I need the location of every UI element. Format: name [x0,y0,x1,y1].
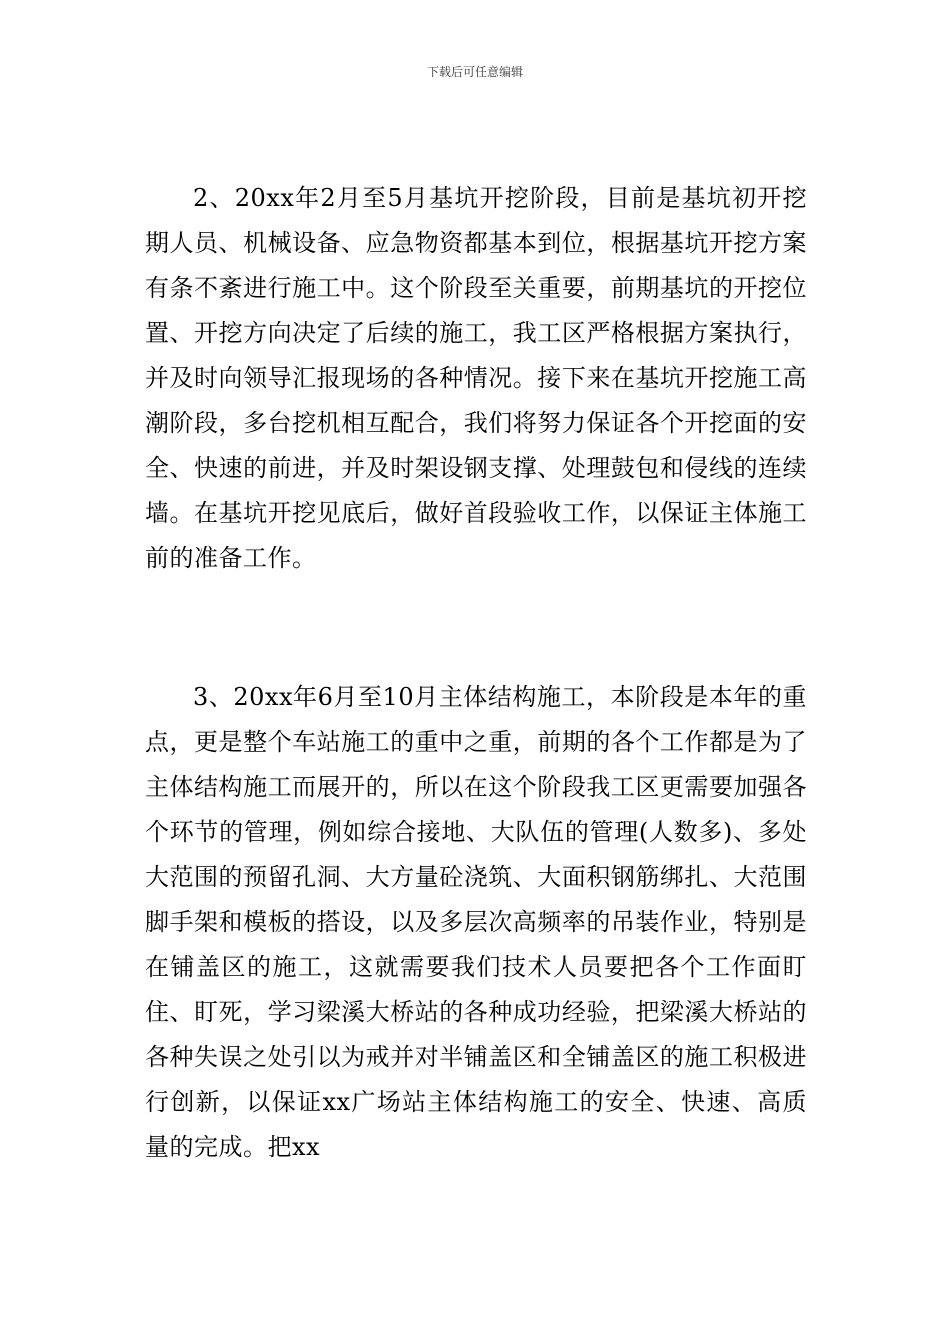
page-header: 下载后可任意编辑 [426,65,523,79]
paragraph-stage-2: 2、20xx年2月至5月基坑开挖阶段，目前是基坑初开挖期人员、机械设备、应急物资都基本到位，根据基坑开挖方案有条不紊进行施工中。这个阶段至关重要，前期基坑的开挖位置、开挖方向决定了后续的施工，我工区严格根据方案执行，并及时向领导汇报现场的各种情况。接下来在基坑开挖施工高潮阶段，多台挖机相互配合，我们将努力保证各个开挖面的安全、快速的前进，并及时架设钢支撑、处理鼓包和侵线的连续墙。在基坑开挖见底后，做好首段验收工作，以保证主体施工前的准备工作。 [145,184,807,572]
paragraph-stage-3: 3、20xx年6月至10月主体结构施工，本阶段是本年的重点，更是整个车站施工的重中之重，前期的各个工作都是为了主体结构施工而展开的，所以在这个阶段我工区更需要加强各个环节的管理，例如综合接地、大队伍的管理(人数多)、多处大范围的预留孔洞、大方量砼浇筑、大面积钢筋绑扎、大范围脚手架和模板的搭设，以及多层次高频率的吊装作业，特别是在铺盖区的施工，这就需要我们技术人员要把各个工作面盯住、盯死，学习梁溪大桥站的各种成功经验，把梁溪大桥站的各种失误之处引以为戒并对半铺盖区和全铺盖区的施工积极进行创新，以保证xx广场站主体结构施工的安全、快速、高质量的完成。把xx [145,683,807,1161]
